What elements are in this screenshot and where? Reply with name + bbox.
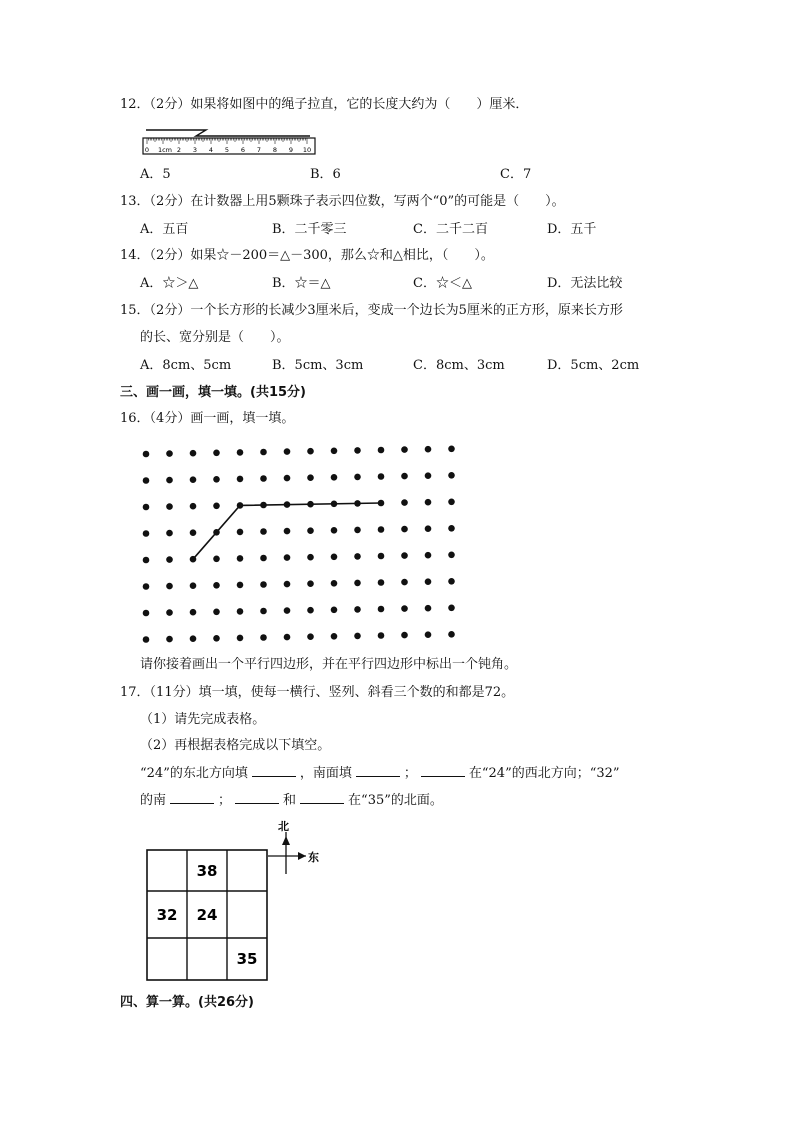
grid-dot[interactable] (143, 477, 150, 484)
grid-dot[interactable] (378, 579, 385, 586)
grid-dot[interactable] (213, 556, 220, 563)
grid-dot[interactable] (190, 529, 197, 536)
grid-dot[interactable] (166, 556, 173, 563)
grid-dot[interactable] (425, 552, 432, 559)
grid-dot[interactable] (213, 476, 220, 483)
ruler-label: 8 (272, 146, 278, 154)
q17-magic-square-figure (140, 818, 340, 986)
ruler-label: 4 (208, 146, 214, 154)
grid-dot[interactable] (401, 605, 408, 612)
grid-dot[interactable] (378, 473, 385, 480)
grid-dot[interactable] (284, 448, 291, 455)
grid-dot[interactable] (307, 554, 314, 561)
q17-sub2: （2）再根据表格完成以下填空。 (140, 738, 331, 753)
grid-dot[interactable] (307, 527, 314, 534)
q15-option-a: A．8cm、5cm (140, 358, 232, 373)
grid-dot[interactable] (354, 527, 361, 534)
grid-dot[interactable] (143, 610, 150, 617)
grid-dot[interactable] (331, 554, 338, 561)
ruler-label: 1cm (157, 146, 173, 154)
blank-35-north-2[interactable] (300, 791, 344, 804)
grid-dot[interactable] (354, 447, 361, 454)
grid-dot[interactable] (284, 475, 291, 482)
grid-dot[interactable] (401, 446, 408, 453)
compass-icon (268, 820, 319, 874)
q16-stem: 16．（4分）画一画，填一填。 (120, 411, 295, 426)
grid-dot[interactable] (143, 504, 150, 511)
grid-dot[interactable] (166, 450, 173, 457)
ruler-label: 3 (192, 146, 198, 154)
blank-24-northwest[interactable] (421, 764, 465, 777)
grid-dot[interactable] (401, 632, 408, 639)
grid-cell-r2c2[interactable]: 35 (236, 950, 258, 968)
q12-ruler-figure (140, 122, 320, 158)
q17-fill1-b: ，南面填 (299, 766, 352, 781)
grid-dot[interactable] (448, 631, 455, 638)
grid-dot[interactable] (260, 449, 267, 456)
grid-dot[interactable] (448, 525, 455, 532)
grid-dot[interactable] (354, 474, 361, 481)
grid-dot[interactable] (190, 609, 197, 616)
q14-option-d: D．无法比较 (547, 276, 623, 291)
q14-option-b: B．☆＝△ (272, 276, 331, 291)
grid-dot[interactable] (401, 526, 408, 533)
grid-dot[interactable] (237, 635, 244, 642)
grid-dot[interactable] (260, 475, 267, 482)
grid-dot[interactable] (448, 578, 455, 585)
grid-dot[interactable] (237, 476, 244, 483)
grid-dot[interactable] (401, 499, 408, 506)
grid-dot[interactable] (213, 450, 220, 457)
grid-dot[interactable] (354, 606, 361, 613)
grid-cell-r1c0[interactable]: 32 (156, 906, 178, 924)
grid-dot[interactable] (331, 607, 338, 614)
grid-dot[interactable] (166, 636, 173, 643)
grid-dot[interactable] (307, 474, 314, 481)
grid-dot[interactable] (307, 580, 314, 587)
compass-north-label: 北 (278, 820, 289, 833)
q14-option-a: A．☆＞△ (140, 276, 199, 291)
q15-stem-line2: 的长、宽分别是（ ）。 (140, 330, 290, 345)
q16-dot-grid (136, 436, 476, 646)
q17-fill2-a: 的南 (140, 793, 167, 808)
q13-option-a: A．五百 (140, 222, 189, 237)
ruler-label: 7 (256, 146, 262, 154)
grid-dot[interactable] (190, 503, 197, 510)
grid-dot[interactable] (237, 529, 244, 536)
grid-dot[interactable] (401, 473, 408, 480)
ruler-label: 10 (302, 146, 312, 154)
blank-24-northeast[interactable] (252, 764, 296, 777)
compass-east-label: 东 (308, 851, 319, 864)
grid-cell-r0c1[interactable]: 38 (196, 862, 218, 880)
ruler-label: 9 (288, 146, 294, 154)
grid-dot[interactable] (237, 449, 244, 456)
grid-dot[interactable] (354, 553, 361, 560)
grid-dot[interactable] (331, 448, 338, 455)
q17-fill-line1 (140, 764, 620, 783)
grid-dot[interactable] (284, 581, 291, 588)
grid-dot[interactable] (378, 553, 385, 560)
grid-dot[interactable] (237, 555, 244, 562)
grid-dot[interactable] (448, 472, 455, 479)
ruler-label: 2 (176, 146, 182, 154)
grid-dot[interactable] (425, 605, 432, 612)
grid-dot[interactable] (378, 526, 385, 533)
grid-dot[interactable] (448, 552, 455, 559)
grid-dot[interactable] (284, 554, 291, 561)
grid-dot[interactable] (166, 503, 173, 510)
grid-dot[interactable] (378, 606, 385, 613)
grid-dot[interactable] (401, 579, 408, 586)
grid-dot[interactable] (260, 555, 267, 562)
q12-option-a: A．5 (140, 167, 171, 182)
grid-dot[interactable] (401, 552, 408, 559)
grid-dot[interactable] (166, 583, 173, 590)
grid-dot[interactable] (448, 499, 455, 506)
q13-option-c: C．二千二百 (413, 222, 488, 237)
q13-option-b: B．二千零三 (272, 222, 347, 237)
grid-dot[interactable] (143, 530, 150, 537)
grid-dot[interactable] (354, 633, 361, 640)
q15-option-b: B．5cm、3cm (272, 358, 364, 373)
q16-instruction: 请你接着画出一个平行四边形，并在平行四边形中标出一个钝角。 (140, 657, 518, 672)
grid-dot[interactable] (260, 528, 267, 535)
q17-stem: 17．（11分）填一填，使每一横行、竖列、斜看三个数的和都是72。 (120, 685, 515, 700)
grid-dot[interactable] (143, 451, 150, 458)
q17-fill2-b: ； (218, 793, 232, 808)
q14-stem: 14．（2分）如果☆－200＝△－300，那么☆和△相比，（ ）。 (120, 248, 494, 263)
grid-dot[interactable] (425, 472, 432, 479)
q17-sub1: （1）请先完成表格。 (140, 712, 266, 727)
grid-dot[interactable] (190, 476, 197, 483)
grid-dot[interactable] (331, 633, 338, 640)
grid-dot[interactable] (166, 477, 173, 484)
grid-dot[interactable] (143, 557, 150, 564)
q12-option-c: C．7 (500, 167, 532, 182)
q15-option-c: C．8cm、3cm (413, 358, 505, 373)
grid-dot[interactable] (213, 609, 220, 616)
grid-dot[interactable] (237, 582, 244, 589)
grid-dot[interactable] (425, 631, 432, 638)
grid-dot[interactable] (190, 450, 197, 457)
ruler-label: 6 (240, 146, 246, 154)
grid-cell-r1c1[interactable]: 24 (196, 906, 218, 924)
ruler-label: 5 (224, 146, 230, 154)
q17-fill2-d: 在“35”的北面。 (348, 793, 443, 808)
q17-fill1-a: “24”的东北方向填 (140, 766, 248, 781)
grid-dot[interactable] (166, 609, 173, 616)
grid-dot[interactable] (425, 499, 432, 506)
grid-dot[interactable] (213, 582, 220, 589)
grid-dot[interactable] (378, 447, 385, 454)
grid-dot[interactable] (331, 580, 338, 587)
grid-dot[interactable] (378, 632, 385, 639)
grid-dot[interactable] (260, 608, 267, 615)
blank-35-north-1[interactable] (235, 791, 279, 804)
section4-title: 四、算一算。(共26分) (120, 995, 254, 1010)
grid-dot[interactable] (425, 578, 432, 585)
blank-32-south[interactable] (170, 791, 214, 804)
q13-option-d: D．五千 (547, 222, 597, 237)
q15-stem-line1: 15．（2分）一个长方形的长减少3厘米后，变成一个边长为5厘米的正方形，原来长方形 (120, 303, 623, 318)
grid-dot[interactable] (354, 580, 361, 587)
q15-option-d: D．5cm、2cm (547, 358, 640, 373)
grid-dot[interactable] (190, 582, 197, 589)
q12-option-b: B．6 (310, 167, 341, 182)
grid-dot[interactable] (307, 607, 314, 614)
grid-dot[interactable] (307, 633, 314, 640)
grid-dot[interactable] (448, 605, 455, 612)
q13-stem: 13．（2分）在计数器上用5颗珠子表示四位数，写两个“0”的可能是（ ）。 (120, 194, 565, 209)
rope (146, 130, 310, 136)
grid-dot[interactable] (307, 448, 314, 455)
blank-24-south[interactable] (356, 764, 400, 777)
grid-dot[interactable] (284, 607, 291, 614)
grid-dot[interactable] (260, 634, 267, 641)
grid-dot[interactable] (166, 530, 173, 537)
q14-option-c: C．☆＜△ (413, 276, 472, 291)
q17-fill2-c: 和 (283, 793, 297, 808)
grid-dot[interactable] (213, 503, 220, 510)
q17-fill1-c: ； (403, 766, 417, 781)
grid-dot[interactable] (331, 474, 338, 481)
grid-dot[interactable] (237, 608, 244, 615)
grid-dot[interactable] (190, 635, 197, 642)
grid-dot[interactable] (143, 583, 150, 590)
grid-dot[interactable] (284, 634, 291, 641)
grid-dot[interactable] (425, 446, 432, 453)
grid-dot[interactable] (143, 636, 150, 643)
grid-dot[interactable] (213, 635, 220, 642)
grid-dot[interactable] (284, 528, 291, 535)
ruler-label: 0 (144, 146, 150, 154)
grid-dot[interactable] (425, 525, 432, 532)
q12-stem: 12．（2分）如果将如图中的绳子拉直，它的长度大约为（ ）厘米． (120, 97, 529, 112)
grid-dot[interactable] (448, 446, 455, 453)
section3-title: 三、画一画，填一填。(共15分) (120, 385, 306, 400)
grid-dot[interactable] (331, 527, 338, 534)
grid-dot[interactable] (260, 581, 267, 588)
q17-fill1-d: 在“24”的西北方向；“32” (468, 766, 620, 781)
q17-fill-line2 (140, 791, 443, 810)
